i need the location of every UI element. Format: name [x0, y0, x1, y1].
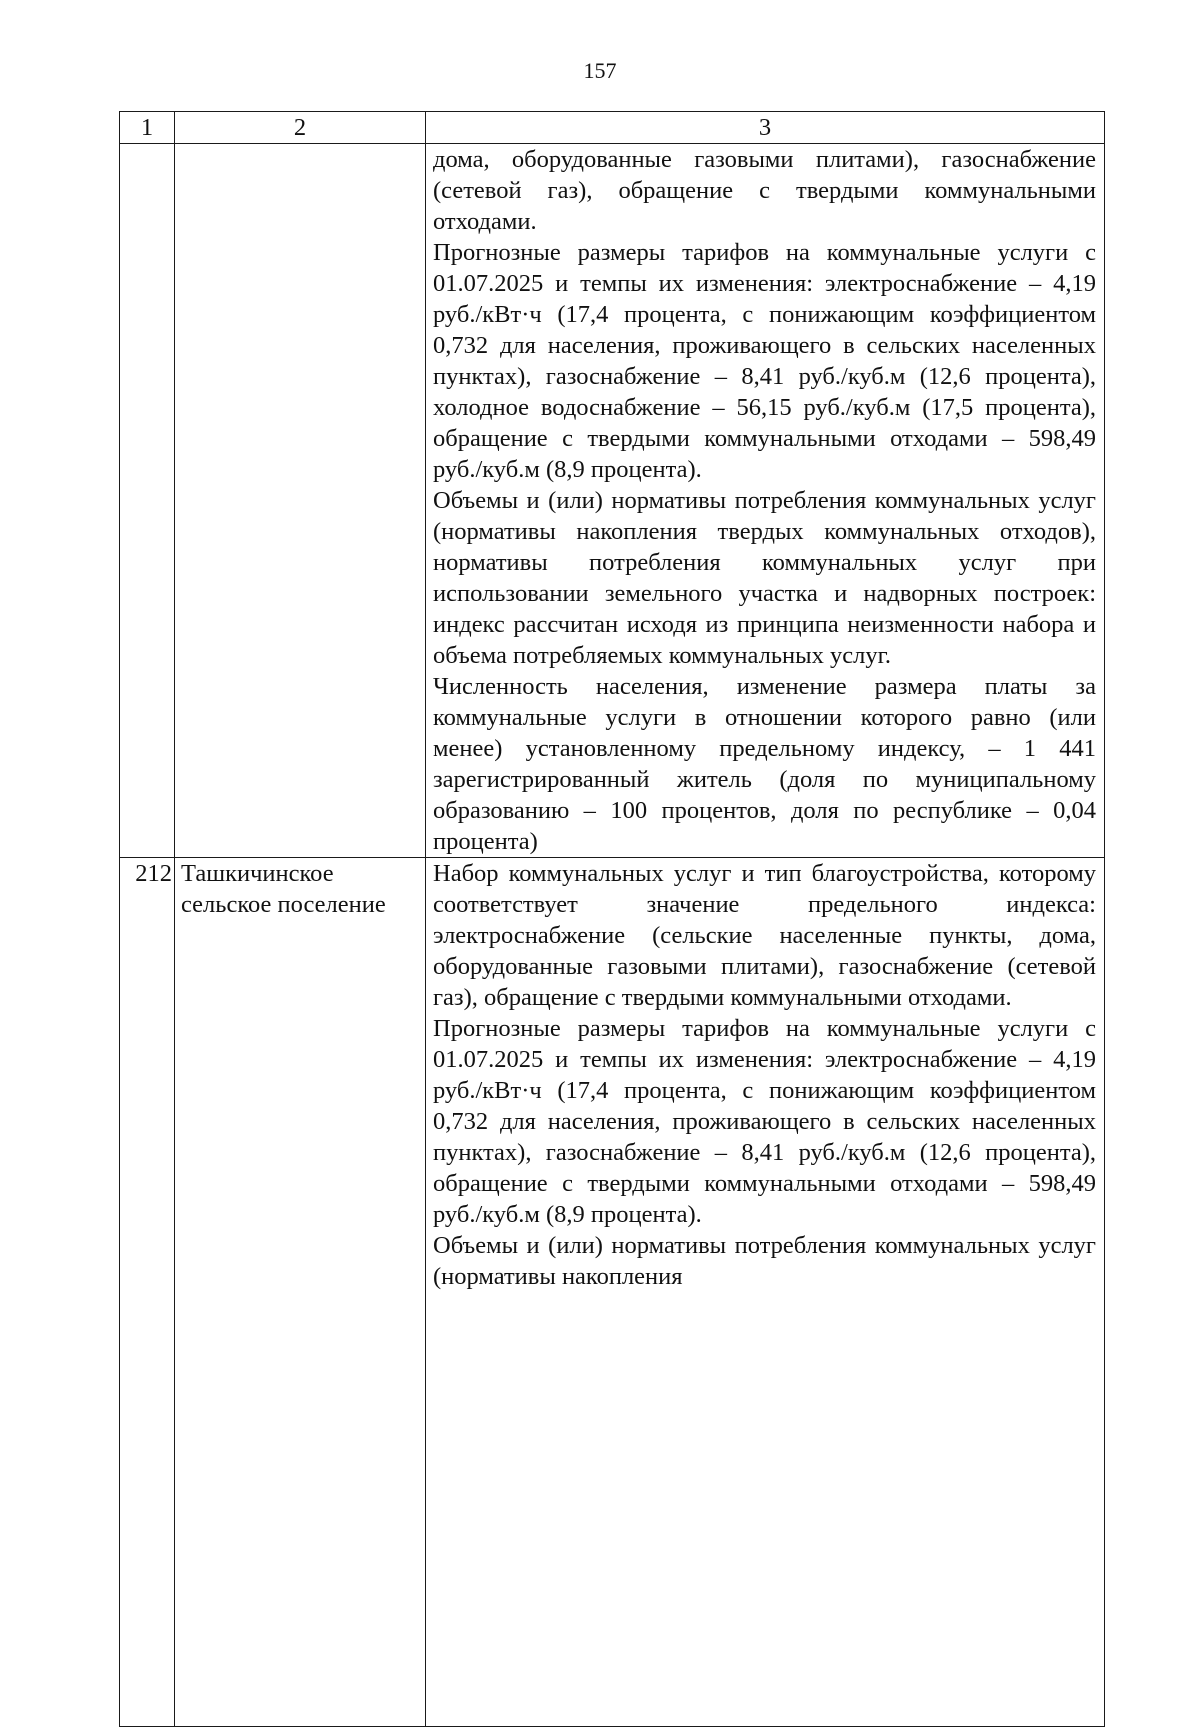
header-cell-col1: 1	[120, 112, 175, 144]
municipality-name-cell	[175, 144, 426, 858]
row-number-cell	[120, 144, 175, 858]
tariff-table	[119, 111, 1105, 1727]
header-cell-col3: 3	[426, 112, 1105, 144]
description-cell	[426, 144, 1105, 858]
description-paragraph: Объемы и (или) нормативы потребления коммунальных услуг (нормативы накопления	[433, 1232, 1096, 1290]
description-paragraph: Численность населения, изменение размера платы за коммунальные услуги в отношении которого равно (или менее) установленному предельному индексу, – 1 441 зарегистрированный житель (доля по муниципальному образованию – 100 процентов, доля по республике – 0,04 процента)	[433, 673, 1096, 855]
description-cell	[426, 858, 1105, 1727]
description-paragraph: Объемы и (или) нормативы потребления коммунальных услуг (нормативы накопления твердых коммунальных отходов), нормативы потребления коммунальных услуг при использовании земельного участка и надворных построек: индекс рассчитан исходя из принципа неизменности набора и объема потребляемых коммунальных услуг.	[433, 487, 1096, 669]
municipality-name-cell: Ташкичинское сельское поселение	[175, 858, 426, 1727]
table-row	[120, 144, 1105, 858]
table-row	[120, 858, 1105, 1727]
description-paragraph: Прогнозные размеры тарифов на коммунальные услуги с 01.07.2025 и темпы их изменения: электроснабжение – 4,19 руб./кВт·ч (17,4 процента, с понижающим коэффициентом 0,732 для населения, проживающего в сельских населенных пунктах), газоснабжение – 8,41 руб./куб.м (12,6 процента), холодное водоснабжение – 56,15 руб./куб.м (17,5 процента), обращение с твердыми коммунальными отходами – 598,49 руб./куб.м (8,9 процента).	[433, 239, 1096, 483]
description-paragraph: Набор коммунальных услуг и тип благоустройства, которому соответствует значение предельного индекса: электроснабжение (сельские населенные пункты, дома, оборудованные газовыми плитами), газоснабжение (сетевой газ), обращение с твердыми коммунальными отходами.	[433, 860, 1096, 1011]
description-paragraph: Прогнозные размеры тарифов на коммунальные услуги с 01.07.2025 и темпы их изменения: электроснабжение – 4,19 руб./кВт·ч (17,4 процента, с понижающим коэффициентом 0,732 для населения, проживающего в сельских населенных пунктах), газоснабжение – 8,41 руб./куб.м (12,6 процента), обращение с твердыми коммунальными отходами – 598,49 руб./куб.м (8,9 процента).	[433, 1015, 1096, 1228]
table-header-row	[120, 112, 1105, 144]
header-cell-col2: 2	[175, 112, 426, 144]
description-paragraph: дома, оборудованные газовыми плитами), газоснабжение (сетевой газ), обращение с твердыми коммунальными отходами.	[433, 146, 1096, 235]
row-number-cell: 212	[120, 858, 175, 1727]
page-number: 157	[583, 58, 617, 83]
